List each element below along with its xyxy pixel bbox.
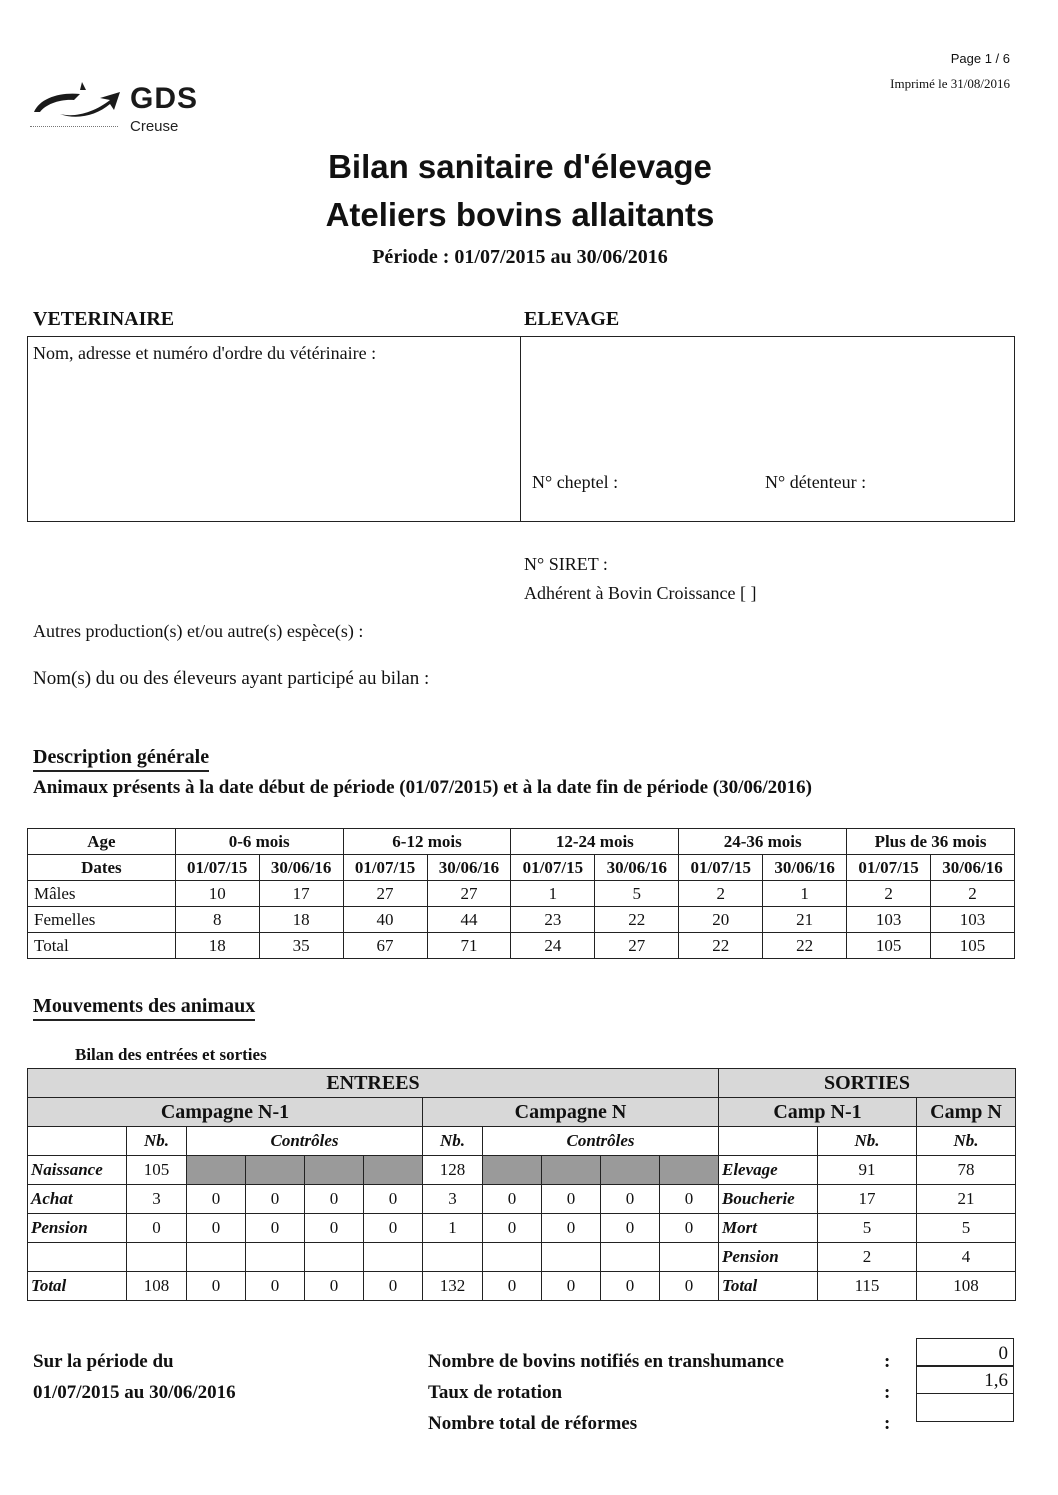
shaded-cell — [246, 1156, 305, 1185]
table-cell: 78 — [917, 1156, 1016, 1185]
age-label: Age — [28, 829, 176, 855]
table-cell: 0 — [660, 1272, 719, 1301]
date-header: 30/06/16 — [259, 855, 343, 881]
autres-productions-field: Autres production(s) et/ou autre(s) espèce(s) : — [33, 621, 364, 641]
table-row — [28, 907, 1015, 933]
table-cell: 0 — [542, 1214, 601, 1243]
nb-header: Nb. — [818, 1127, 917, 1156]
table-cell — [305, 1243, 364, 1272]
summary-stats — [428, 1346, 784, 1439]
table-cell: 128 — [423, 1156, 483, 1185]
table-cell: 0 — [246, 1214, 305, 1243]
description-subtitle: Animaux présents à la date début de période (01/07/2015) et à la date fin de période (30/06/2016) — [33, 777, 812, 798]
row-label — [28, 1243, 127, 1272]
campagne-n1-header: Campagne N-1 — [28, 1098, 423, 1127]
movements-top-header — [28, 1069, 1016, 1098]
table-cell: 2 — [931, 881, 1015, 907]
date-header: 30/06/16 — [427, 855, 511, 881]
stat-label: Nombre de bovins notifiés en transhumance — [428, 1351, 784, 1372]
row-label: Pension — [719, 1243, 818, 1272]
row-label: Mâles — [28, 881, 176, 907]
nb-header: Nb. — [127, 1127, 187, 1156]
table-cell: 22 — [595, 907, 679, 933]
row-label: Total — [28, 1272, 127, 1301]
logo-tagline-line — [30, 126, 118, 130]
empty-cell — [719, 1127, 818, 1156]
row-label: Mort — [719, 1214, 818, 1243]
table-cell — [483, 1243, 542, 1272]
table-cell: 27 — [427, 881, 511, 907]
column-header-row — [28, 1127, 1016, 1156]
detenteur-field: N° détenteur : — [765, 472, 867, 492]
period-heading: Période : 01/07/2015 au 30/06/2016 — [372, 246, 668, 268]
shaded-cell — [364, 1156, 423, 1185]
siret-field: N° SIRET : — [524, 554, 608, 574]
table-cell — [127, 1243, 187, 1272]
table-cell: 18 — [175, 933, 259, 959]
table-cell: 1 — [423, 1214, 483, 1243]
table-cell: 0 — [305, 1272, 364, 1301]
veterinaire-label: VETERINAIRE — [33, 308, 175, 330]
controles-header: Contrôles — [187, 1127, 423, 1156]
nb-header: Nb. — [423, 1127, 483, 1156]
table-cell: 0 — [364, 1185, 423, 1214]
animals-table — [27, 828, 1015, 959]
table-cell — [364, 1243, 423, 1272]
table-cell: 3 — [423, 1185, 483, 1214]
table-cell: 0 — [483, 1272, 542, 1301]
row-label: Elevage — [719, 1156, 818, 1185]
controles-header: Contrôles — [483, 1127, 719, 1156]
table-cell: 0 — [246, 1185, 305, 1214]
table-cell: 27 — [595, 933, 679, 959]
stat-label: Nombre total de réformes — [428, 1413, 638, 1434]
shaded-cell — [187, 1156, 246, 1185]
table-cell — [542, 1243, 601, 1272]
table-cell: 23 — [511, 907, 595, 933]
date-header: 30/06/16 — [595, 855, 679, 881]
table-cell: 21 — [763, 907, 847, 933]
table-row — [28, 1272, 1016, 1301]
table-cell: 1 — [511, 881, 595, 907]
document-subtitle: Ateliers bovins allaitants — [325, 196, 715, 233]
shaded-cell — [483, 1156, 542, 1185]
table-cell — [660, 1243, 719, 1272]
page-number: Page 1 / 6 — [950, 51, 1010, 66]
camp-n-header: Camp N — [917, 1098, 1016, 1127]
table-cell: 105 — [847, 933, 931, 959]
table-cell: 67 — [343, 933, 427, 959]
table-cell: 0 — [127, 1214, 187, 1243]
table-cell: 35 — [259, 933, 343, 959]
document-title: Bilan sanitaire d'élevage — [328, 148, 712, 185]
table-cell: 0 — [483, 1185, 542, 1214]
table-cell: 0 — [305, 1214, 364, 1243]
stat-colons — [884, 1346, 890, 1439]
logo-subtext: Creuse — [130, 118, 179, 135]
table-cell: 108 — [127, 1272, 187, 1301]
sorties-header: SORTIES — [719, 1069, 1016, 1098]
table-cell: 22 — [763, 933, 847, 959]
table-cell: 1 — [763, 881, 847, 907]
table-cell: 0 — [601, 1214, 660, 1243]
table-cell: 0 — [542, 1185, 601, 1214]
colon: : — [884, 1382, 891, 1403]
table-cell: 44 — [427, 907, 511, 933]
summary-period-label: Sur la période du — [33, 1351, 174, 1372]
table-cell: 2 — [679, 881, 763, 907]
table-cell: 0 — [601, 1272, 660, 1301]
row-label: Naissance — [28, 1156, 127, 1185]
table-cell — [423, 1243, 483, 1272]
table-cell: 0 — [660, 1185, 719, 1214]
table-cell: 17 — [259, 881, 343, 907]
dates-header-row — [28, 855, 1015, 881]
date-header: 01/07/15 — [511, 855, 595, 881]
stat-value-boxes — [916, 1339, 1014, 1422]
row-label: Femelles — [28, 907, 176, 933]
date-header: 01/07/15 — [343, 855, 427, 881]
table-cell: 103 — [847, 907, 931, 933]
stat-value: 1,6 — [916, 1365, 1014, 1394]
table-cell — [601, 1243, 660, 1272]
table-cell: 0 — [364, 1272, 423, 1301]
age-group: 24-36 mois — [679, 829, 847, 855]
age-header-row — [28, 829, 1015, 855]
table-cell: 108 — [917, 1272, 1016, 1301]
table-cell: 105 — [931, 933, 1015, 959]
date-header: 01/07/15 — [175, 855, 259, 881]
description-heading: Description générale — [33, 746, 209, 772]
table-row — [28, 881, 1015, 907]
table-cell: 2 — [847, 881, 931, 907]
shaded-cell — [660, 1156, 719, 1185]
table-cell: 5 — [917, 1214, 1016, 1243]
table-cell: 40 — [343, 907, 427, 933]
stat-value: 0 — [916, 1338, 1014, 1367]
table-cell: 0 — [483, 1214, 542, 1243]
row-label: Total — [719, 1272, 818, 1301]
print-date: Imprimé le 31/08/2016 — [890, 76, 1010, 91]
table-cell: 71 — [427, 933, 511, 959]
table-cell: 0 — [660, 1214, 719, 1243]
date-header: 01/07/15 — [847, 855, 931, 881]
logo-text: GDS — [130, 82, 199, 115]
colon: : — [884, 1413, 891, 1434]
gds-logo — [30, 74, 230, 144]
elevage-label: ELEVAGE — [524, 308, 620, 330]
date-header: 30/06/16 — [763, 855, 847, 881]
age-group: 0-6 mois — [175, 829, 343, 855]
table-row — [28, 1214, 1016, 1243]
nb-header: Nb. — [917, 1127, 1016, 1156]
cheptel-field: N° cheptel : — [532, 472, 619, 492]
table-cell: 0 — [364, 1214, 423, 1243]
shaded-cell — [305, 1156, 364, 1185]
table-cell — [187, 1243, 246, 1272]
camp-n1-header: Camp N-1 — [719, 1098, 917, 1127]
table-cell: 21 — [917, 1185, 1016, 1214]
table-row — [28, 933, 1015, 959]
table-cell: 17 — [818, 1185, 917, 1214]
table-cell: 5 — [595, 881, 679, 907]
shaded-cell — [601, 1156, 660, 1185]
noms-eleveurs-field: Nom(s) du ou des éleveurs ayant participé au bilan : — [33, 668, 430, 689]
table-cell: 0 — [542, 1272, 601, 1301]
table-cell: 105 — [127, 1156, 187, 1185]
shaded-cell — [542, 1156, 601, 1185]
table-cell: 20 — [679, 907, 763, 933]
table-row — [28, 1156, 1016, 1185]
dates-label: Dates — [28, 855, 176, 881]
table-cell: 0 — [305, 1185, 364, 1214]
table-cell: 18 — [259, 907, 343, 933]
table-cell: 91 — [818, 1156, 917, 1185]
date-header: 30/06/16 — [931, 855, 1015, 881]
mouvements-heading: Mouvements des animaux — [33, 995, 255, 1021]
row-label: Pension — [28, 1214, 127, 1243]
age-group: 6-12 mois — [343, 829, 511, 855]
stat-value — [916, 1393, 1014, 1422]
table-cell: 27 — [343, 881, 427, 907]
adherent-checkbox: Adhérent à Bovin Croissance [ ] — [524, 583, 757, 603]
campagne-n-header: Campagne N — [423, 1098, 719, 1127]
table-cell — [246, 1243, 305, 1272]
table-cell: 5 — [818, 1214, 917, 1243]
stat-label: Taux de rotation — [428, 1382, 563, 1403]
table-cell: 22 — [679, 933, 763, 959]
movements-table — [27, 1068, 1016, 1301]
row-label: Boucherie — [719, 1185, 818, 1214]
table-cell: 103 — [931, 907, 1015, 933]
table-cell: 0 — [187, 1214, 246, 1243]
date-header: 01/07/15 — [679, 855, 763, 881]
table-cell: 0 — [246, 1272, 305, 1301]
row-label: Total — [28, 933, 176, 959]
summary-period-value: 01/07/2015 au 30/06/2016 — [33, 1382, 236, 1403]
table-cell: 10 — [175, 881, 259, 907]
table-row — [28, 1243, 1016, 1272]
age-group: 12-24 mois — [511, 829, 679, 855]
table-cell: 0 — [601, 1185, 660, 1214]
gds-logo-icon — [30, 78, 125, 128]
age-group: Plus de 36 mois — [847, 829, 1015, 855]
table-cell: 2 — [818, 1243, 917, 1272]
empty-cell — [28, 1127, 127, 1156]
table-cell: 3 — [127, 1185, 187, 1214]
table-cell: 115 — [818, 1272, 917, 1301]
row-label: Achat — [28, 1185, 127, 1214]
colon: : — [884, 1351, 891, 1372]
table-cell: 0 — [187, 1185, 246, 1214]
entrees-header: ENTREES — [28, 1069, 719, 1098]
elevage-box — [520, 336, 1015, 522]
veterinaire-hint: Nom, adresse et numéro d'ordre du vétérinaire : — [33, 343, 377, 363]
table-cell: 8 — [175, 907, 259, 933]
table-cell: 132 — [423, 1272, 483, 1301]
mouvements-subtitle: Bilan des entrées et sorties — [75, 1045, 267, 1064]
table-cell: 4 — [917, 1243, 1016, 1272]
summary-period — [33, 1346, 236, 1408]
table-cell: 0 — [187, 1272, 246, 1301]
campaign-header-row — [28, 1098, 1016, 1127]
table-cell: 24 — [511, 933, 595, 959]
table-row — [28, 1185, 1016, 1214]
